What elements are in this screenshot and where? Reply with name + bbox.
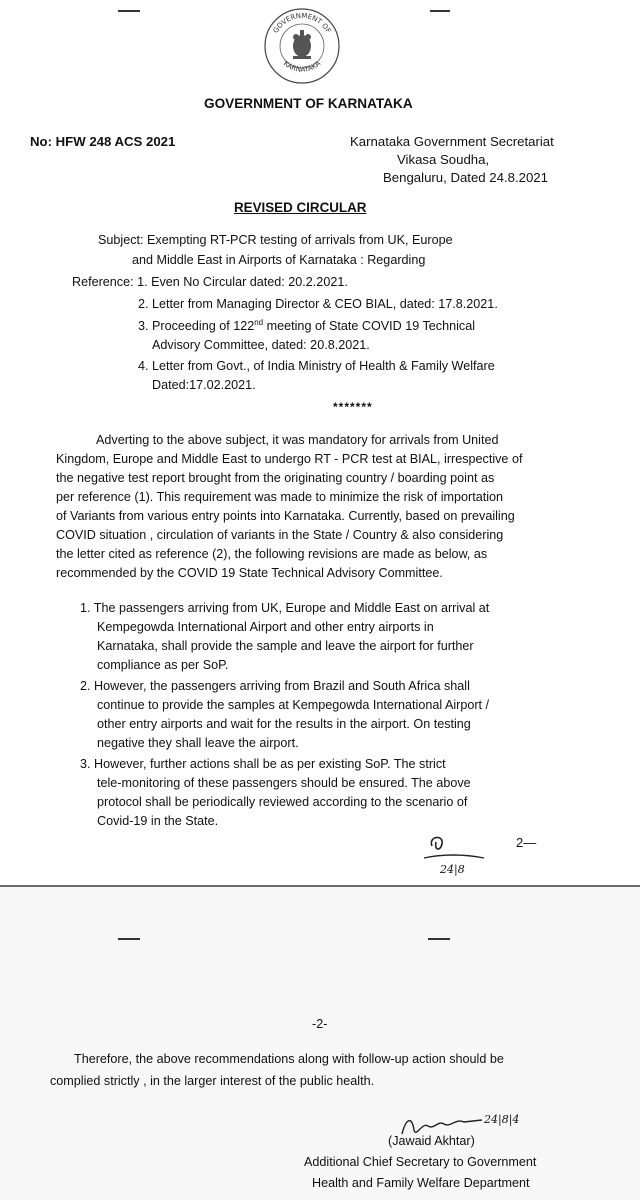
circular-title: REVISED CIRCULAR (234, 200, 367, 215)
point-3-line-4: Covid-19 in the State. (97, 814, 219, 828)
body-line-2: Kingdom, Europe and Middle East to undergo RT - PCR test at BIAL, irrespective of (56, 452, 523, 466)
scan-mark (118, 938, 140, 940)
state-emblem-icon (262, 6, 342, 86)
signatory-name: (Jawaid Akhtar) (388, 1134, 475, 1148)
reference-4: 4. Letter from Govt., of India Ministry of Health & Family Welfare (138, 359, 495, 373)
point-1-line-1: 1. The passengers arriving from UK, Europe and Middle East on arrival at (80, 601, 490, 615)
point-3-line-2: tele-monitoring of these passengers should be ensured. The above (97, 776, 471, 790)
subject-line-1: Subject: Exempting RT-PCR testing of arrivals from UK, Europe (98, 233, 453, 247)
closing-line-2: complied strictly , in the larger interest of the public health. (50, 1074, 375, 1088)
address-line-1: Karnataka Government Secretariat (350, 134, 554, 149)
scan-mark (430, 10, 450, 12)
body-line-7: the letter cited as reference (2), the following revisions are made as below, as (56, 547, 488, 561)
reference-3 (138, 319, 475, 334)
government-title: GOVERNMENT OF KARNATAKA (204, 96, 413, 111)
reference-3-line-2: Advisory Committee, dated: 20.8.2021. (152, 338, 370, 352)
point-1-line-3: Karnataka, shall provide the sample and leave the airport for further (97, 639, 474, 653)
signatory-title-2: Health and Family Welfare Department (312, 1176, 530, 1190)
body-line-5: of Variants from various entry points into Karnataka. Currently, based on prevailing (56, 509, 515, 523)
reference-3-prefix: 3. Proceeding of 122 (138, 319, 255, 333)
point-2-line-3: other entry airports and wait for the results in the airport. On testing (97, 717, 471, 731)
reference-1: Reference: 1. Even No Circular dated: 20.2.2021. (72, 275, 348, 289)
signatory-title-1: Additional Chief Secretary to Government (304, 1155, 537, 1169)
closing-line-1: Therefore, the above recommendations along with follow-up action should be (74, 1052, 504, 1066)
point-1-line-2: Kempegowda International Airport and other entry airports in (97, 620, 434, 634)
page-continuation: 2— (516, 835, 537, 850)
seal-text-top: GOVERNMENT OF (271, 11, 333, 35)
point-3-line-1: 3. However, further actions shall be as per existing SoP. The strict (80, 757, 446, 771)
address-line-3: Bengaluru, Dated 24.8.2021 (383, 170, 548, 185)
reference-2: 2. Letter from Managing Director & CEO BIAL, dated: 17.8.2021. (138, 297, 498, 311)
order-number: No: HFW 248 ACS 2021 (30, 134, 176, 149)
point-2-line-4: negative they shall leave the airport. (97, 736, 299, 750)
scan-mark (118, 10, 140, 12)
reference-3-suffix: meeting of State COVID 19 Technical (263, 319, 476, 333)
point-2-line-2: continue to provide the samples at Kempegowda International Airport / (97, 698, 490, 712)
reference-4-line-2: Dated:17.02.2021. (152, 378, 256, 392)
signature-date: 24|8|4 (484, 1113, 520, 1126)
body-line-8: recommended by the COVID 19 State Technical Advisory Committee. (56, 566, 443, 580)
subject-line-2: and Middle East in Airports of Karnataka : Regarding (132, 253, 426, 267)
seal-text-bottom: KARNATAKA (281, 59, 323, 74)
scan-mark (428, 938, 450, 940)
body-line-6: COVID situation , circulation of variants in the State / Country & also considering (56, 528, 504, 542)
body-line-4: per reference (1). This requirement was made to minimize the risk of importation (56, 490, 504, 504)
point-1-line-4: compliance as per SoP. (97, 658, 229, 672)
separator: ******* (333, 400, 373, 414)
page-number: -2- (312, 1017, 328, 1031)
body-line-3: the negative test report brought from the originating country / boarding point as (56, 471, 495, 485)
point-3-line-3: protocol shall be periodically reviewed according to the scenario of (97, 795, 468, 809)
body-line-1: Adverting to the above subject, it was mandatory for arrivals from United (96, 433, 499, 447)
reference-3-superscript: nd (254, 317, 264, 327)
initials-date: 24|8 (440, 863, 465, 876)
address-line-2: Vikasa Soudha, (397, 152, 490, 167)
point-2-line-1: 2. However, the passengers arriving from Brazil and South Africa shall (80, 679, 470, 693)
page-two (0, 887, 640, 1200)
